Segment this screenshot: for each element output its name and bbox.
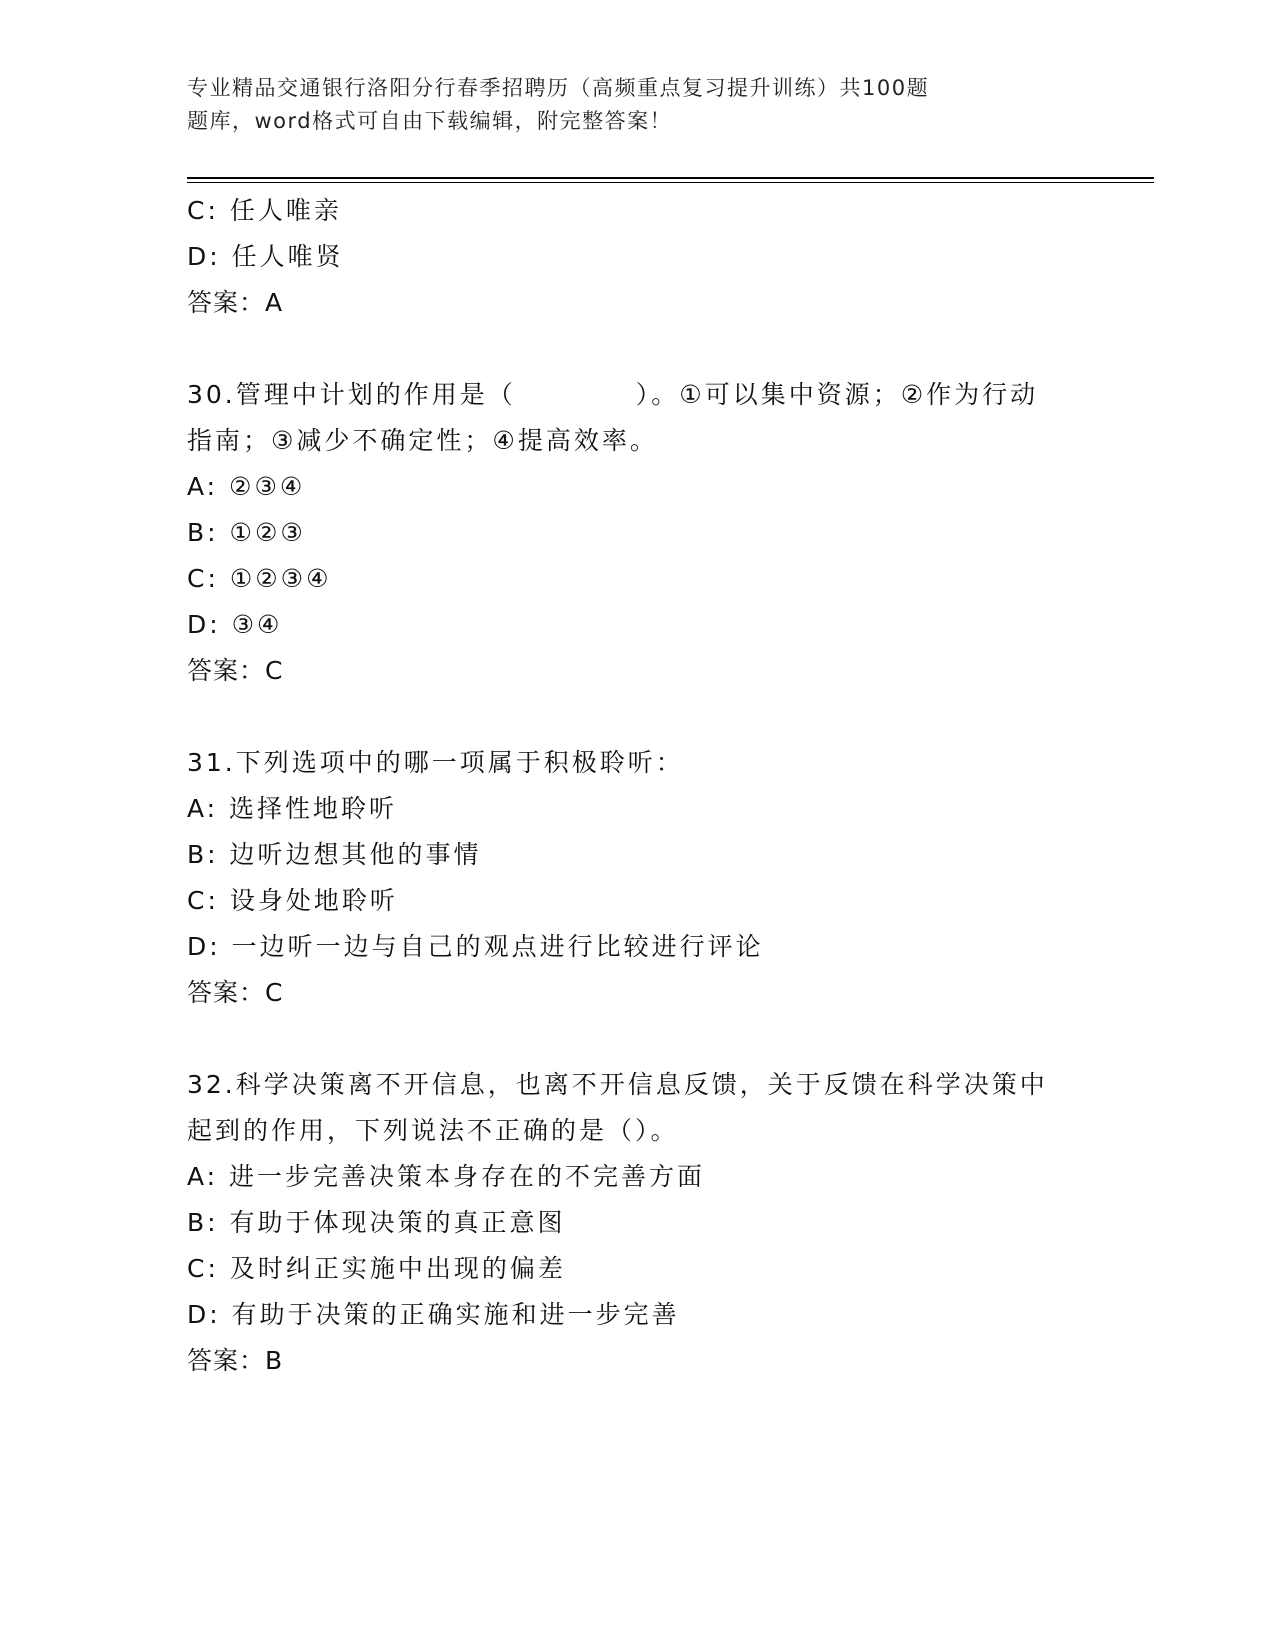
document-body bbox=[187, 188, 1087, 1384]
option-text: 选择性地聆听 bbox=[229, 794, 398, 823]
question-stem bbox=[187, 740, 1087, 786]
question-number: 30. bbox=[187, 380, 236, 409]
option-d bbox=[187, 234, 1087, 280]
header-rule-thick bbox=[187, 177, 1154, 179]
option-d bbox=[187, 602, 1087, 648]
page-header bbox=[187, 72, 1027, 138]
option-label: D: bbox=[187, 242, 221, 271]
option-b bbox=[187, 832, 1087, 878]
option-text: 有助于体现决策的真正意图 bbox=[229, 1208, 566, 1237]
question-text: 管理中计划的作用是（ bbox=[235, 380, 516, 409]
option-text: 有助于决策的正确实施和进一步完善 bbox=[231, 1300, 680, 1329]
question-number: 32. bbox=[187, 1070, 236, 1099]
option-d bbox=[187, 1292, 1087, 1338]
header-line-1: 专业精品交通银行洛阳分行春季招聘历（高频重点复习提升训练）共100题 bbox=[187, 76, 930, 100]
option-a bbox=[187, 1154, 1087, 1200]
header-line-2: 题库，word格式可自由下载编辑，附完整答案！ bbox=[187, 109, 673, 133]
question-stem-line-2: 起到的作用，下列说法不正确的是（）。 bbox=[187, 1116, 679, 1145]
option-c bbox=[187, 1246, 1087, 1292]
option-label: C: bbox=[187, 564, 219, 593]
option-label: A: bbox=[187, 794, 219, 823]
option-label: D: bbox=[187, 932, 221, 961]
option-text: 任人唯贤 bbox=[231, 242, 344, 271]
option-label: C: bbox=[187, 886, 219, 915]
option-label: A: bbox=[187, 472, 219, 501]
question-stem-line-2: 指南；③减少不确定性；④提高效率。 bbox=[187, 426, 658, 455]
option-text: 一边听一边与自己的观点进行比较进行评论 bbox=[231, 932, 764, 961]
option-a bbox=[187, 464, 1087, 510]
question-text: 下列选项中的哪一项属于积极聆听： bbox=[235, 748, 684, 777]
answer-line: 答案：C bbox=[187, 656, 284, 685]
question-stem bbox=[187, 372, 1087, 418]
option-c bbox=[187, 878, 1087, 924]
option-b bbox=[187, 510, 1087, 556]
option-text: 及时纠正实施中出现的偏差 bbox=[229, 1254, 566, 1283]
option-text: ①②③④ bbox=[229, 564, 332, 593]
option-text: 进一步完善决策本身存在的不完善方面 bbox=[229, 1162, 706, 1191]
option-d bbox=[187, 924, 1087, 970]
question-text-cont: ）。①可以集中资源；②作为行动 bbox=[635, 380, 1039, 409]
option-text: ②③④ bbox=[229, 472, 306, 501]
answer-line: 答案：B bbox=[187, 1346, 284, 1375]
option-label: D: bbox=[187, 610, 221, 639]
option-label: D: bbox=[187, 1300, 221, 1329]
option-text: 边听边想其他的事情 bbox=[229, 840, 482, 869]
answer-line: 答案：A bbox=[187, 288, 284, 317]
option-b bbox=[187, 1200, 1087, 1246]
question-number: 31. bbox=[187, 748, 236, 777]
question-text: 科学决策离不开信息，也离不开信息反馈，关于反馈在科学决策中 bbox=[235, 1070, 1048, 1099]
question-stem bbox=[187, 1062, 1087, 1108]
option-label: B: bbox=[187, 840, 219, 869]
header-rule-thin bbox=[187, 182, 1154, 183]
option-c bbox=[187, 188, 1087, 234]
option-text: 任人唯亲 bbox=[229, 196, 342, 225]
option-label: C: bbox=[187, 1254, 219, 1283]
option-label: B: bbox=[187, 1208, 219, 1237]
option-label: C: bbox=[187, 196, 219, 225]
option-text: ①②③ bbox=[229, 518, 306, 547]
answer-line: 答案：C bbox=[187, 978, 284, 1007]
option-label: B: bbox=[187, 518, 219, 547]
option-text: 设身处地聆听 bbox=[229, 886, 398, 915]
option-text: ③④ bbox=[231, 610, 283, 639]
option-c bbox=[187, 556, 1087, 602]
option-a bbox=[187, 786, 1087, 832]
option-label: A: bbox=[187, 1162, 219, 1191]
